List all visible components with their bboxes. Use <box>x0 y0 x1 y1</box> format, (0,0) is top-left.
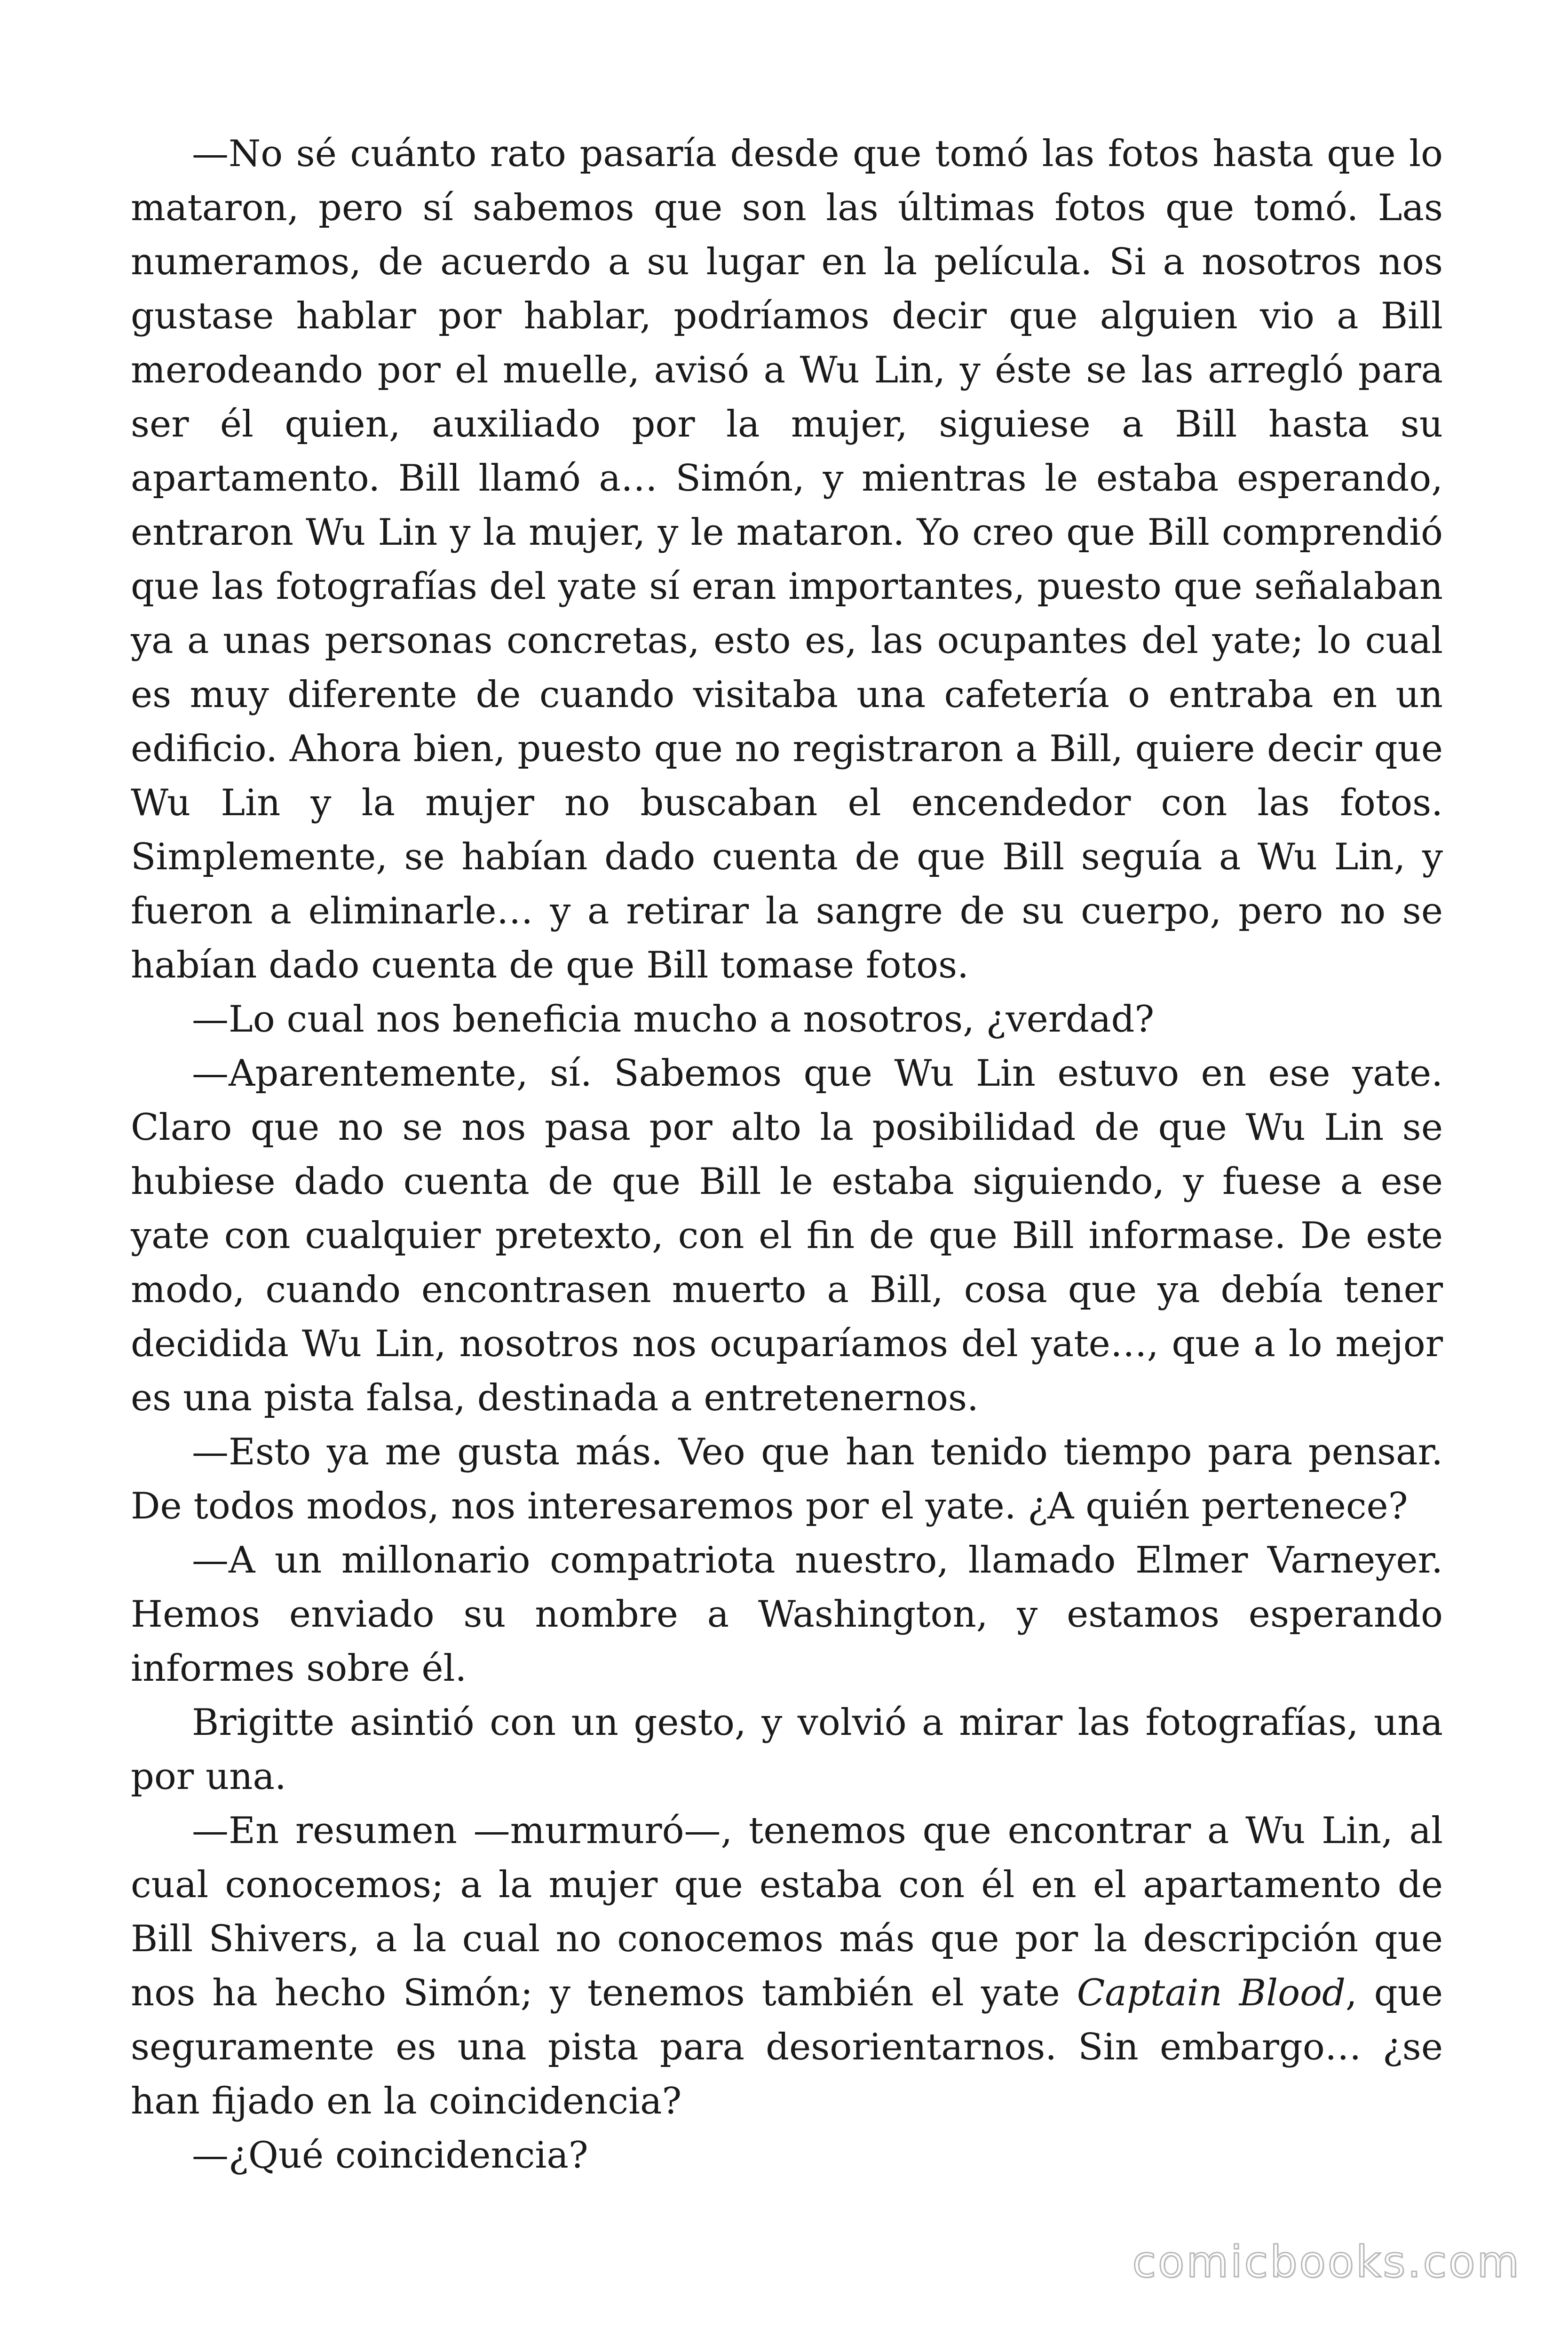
paragraph-8: —¿Qué coincidencia? <box>192 2134 588 2177</box>
book-page-text <box>131 127 1443 2183</box>
paragraph-1: —No sé cuánto rato pasaría desde que tomó las fotos hasta que lo mataron, pero sí sabemos que son las últimas fotos que tomó. Las numeramos, de acuerdo a su lugar en la película. Si a nosotros nos gustase hablar por hablar, podríamos decir que alguien vio a Bill merodeando por el muelle, avisó a Wu Lin, y éste se las arregló para ser él quien, auxiliado por la mujer, siguiese a Bill hasta su apartamento. Bill llamó a… Simón, y mientras le estaba esperando, entraron Wu Lin y la mujer, y le mataron. Yo creo que Bill comprendió que las fotografías del yate sí eran importantes, puesto que señalaban ya a unas personas concretas, esto es, las ocupantes del yate; lo cual es muy diferente de cuando visitaba una cafetería o entraba en un edificio. Ahora bien, puesto que no registraron a Bill, quiere decir que Wu Lin y la mujer no buscaban el encendedor con las fotos. Simplemente, se habían dado cuenta de que Bill seguía a Wu Lin, y fueron a eliminarle… y a retirar la sangre de su cuerpo, pero no se habían dado cuenta de que Bill tomase fotos. <box>131 133 1443 986</box>
paragraph-7-before: —En resumen —murmuró—, tenemos que encontrar a Wu Lin, al cual conocemos; a la mujer que estaba con él en el apartamento de Bill Shivers, a la cual no conocemos más que por la descripción que nos ha hecho Simón; y tenemos también el yate <box>131 1810 1443 2014</box>
paragraph-5: —A un millonario compatriota nuestro, llamado Elmer Varneyer. Hemos enviado su nombre a Washington, y estamos esperando informes sobre él. <box>131 1539 1443 1690</box>
paragraph-4: —Esto ya me gusta más. Veo que han tenido tiempo para pensar. De todos modos, nos interesaremos por el yate. ¿A quién pertenece? <box>131 1431 1443 1527</box>
paragraph-6: Brigitte asintió con un gesto, y volvió a mirar las fotografías, una por una. <box>131 1701 1443 1798</box>
paragraph-7-after: , que seguramente es una pista para desorientarnos. Sin embargo… ¿se han fijado en la coincidencia? <box>131 1972 1443 2122</box>
yacht-name: Captain Blood <box>1077 1972 1346 2014</box>
paragraph-7 <box>131 1804 1443 2129</box>
watermark: comicbooks.com <box>1132 2237 1521 2287</box>
paragraph-2: —Lo cual nos beneficia mucho a nosotros, ¿verdad? <box>192 998 1155 1041</box>
paragraph-3: —Aparentemente, sí. Sabemos que Wu Lin estuvo en ese yate. Claro que no se nos pasa por alto la posibilidad de que Wu Lin se hubiese dado cuenta de que Bill le estaba siguiendo, y fuese a ese yate con cualquier pretexto, con el fin de que Bill informase. De este modo, cuando encontrasen muerto a Bill, cosa que ya debía tener decidida Wu Lin, nosotros nos ocuparíamos del yate…, que a lo mejor es una pista falsa, destinada a entretenernos. <box>131 1052 1443 1419</box>
